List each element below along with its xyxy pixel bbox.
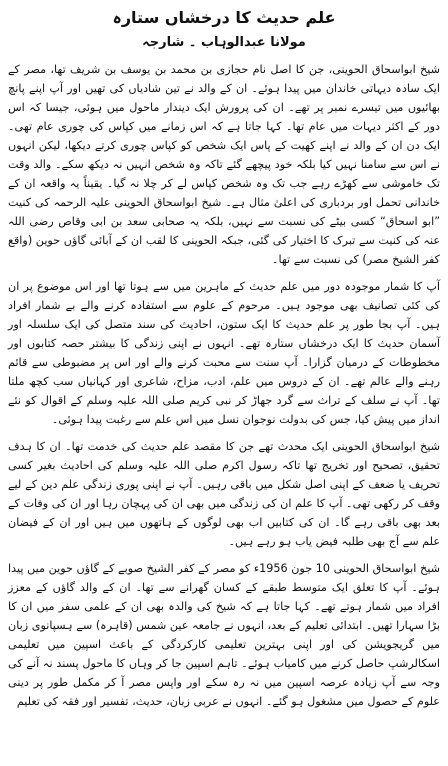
article-title: علم حدیث کا درخشاں ستارہ (112, 8, 336, 27)
article-paragraph-3: شیخ ابواسحاق الحوینی ایک محدث تھے جن کا مقصد علم حدیث کی خدمت تھا۔ ان کا ہدف تحقیق، تصحیح اور تخریج تھا تاکہ رسول اکرم صلی اللہ علیہ وسلم کی احادیث بغیر کسی تحریف یا ضعف کے اپنی اصل شکل میں باقی رہیں۔ آپ نے اپنی پوری زندگی علم دین کے لیے وقف کر رکھی تھی۔ آپ کا علم ان کی زندگی میں بھی ان کی پہچان رہا اور ان کی وفات کے بعد بھی باقی رہے گا۔ ان کی کتابیں اب بھی لوگوں کے ہاتھوں میں ہیں اور ان کے فیضان علم سے آج بھی طلبہ فیض یاب ہو رہے ہیں۔ (8, 440, 440, 548)
article-paragraph-4: شیخ ابواسحاق الحوینی 10 جون 1956ء کو مصر کے کفر الشیخ صوبے کے گاؤں حوین میں پیدا ہوئے۔ آپ کا تعلق ایک متوسط طبقے کے کسان گھرانے سے تھا۔ ان کے والد گاؤں کے معزز افراد میں شمار ہوتے تھے۔ کہا جاتا ہے کہ شیخ کی والدہ بھی ان کے علمی سفر میں ان کا بڑا سہارا تھیں۔ ابتدائی تعلیم کے بعد، انہوں نے جامعہ عین شمس (قاہرہ) سے ہسپانوی زبان میں گریجویشن کی اور اپنی بہترین تعلیمی کارکردگی کے باعث اسپین میں تعلیمی اسکالرشپ حاصل کرنے میں کامیاب ہوئے۔ تاہم اسپین جا کر وہاں کا ماحول پسند نہ آنے کی وجہ سے آپ زیادہ عرصہ اسپین میں نہ رہ سکے اور واپس مصر آ کر مکمل طور پر دینی علوم کے حصول میں مشغول ہو گئے۔ انہوں نے عربی زبان، حدیث، تفسیر اور فقہ کی تعلیم (8, 562, 440, 708)
article-byline: مولانا عبدالوہاب ۔ شارجہ (142, 35, 306, 50)
article-body (8, 60, 440, 711)
article-paragraph-2: آپ کا شمار موجودہ دور میں علم حدیث کے ماہرین میں سے ہوتا تھا اور اس موضوع پر ان کی کئی تصانیف بھی موجود ہیں۔ مرحوم کے علوم سے استفادہ کرنے والے بے شمار افراد ہیں۔ آپ بجا طور پر علم حدیث کا ایک ستون، احادیث کی سند متصل کی ایک سلسلہ اور آسمان حدیث کا ایک درخشاں ستارہ تھے۔ انہوں نے اپنی زندگی کا بیشتر حصہ کتابوں اور مخطوطات کے درمیان گزارا۔ آپ سنت سے محبت کرنے والے اور اس پر مضبوطی سے قائم رہنے والے عالم تھے۔ ان کے دروس میں علم، ادب، مزاح، شاعری اور کہانیاں سب کچھ ملتا تھا۔ آپ نے سلف کے تراث سے گرد جھاڑ کر نبی کریم صلی اللہ علیہ وسلم کے اقوال کو نئے انداز میں پیش کیا، جس کی بدولت نوجوان نسل میں اس علم سے رغبت پیدا ہوئی۔ (8, 280, 440, 426)
article-paragraph-1: شیخ ابواسحاق الحوینی، جن کا اصل نام حجازی بن محمد بن یوسف بن شریف تھا، مصر کے ایک سادہ دیہاتی خاندان میں پیدا ہوئے۔ ان کے والد نے تین شادیاں کی تھیں اور آپ اپنے پانچ بھائیوں میں تیسرے نمبر پر تھے۔ ان کی پرورش ایک دیندار ماحول میں ہوئی، جیسا کہ اس دور کے اکثر دیہات میں عام تھا۔ کہا جاتا ہے کہ اس زمانے میں کپاس کی چوری عام تھی۔ ایک دن ان کے والد نے اپنے کھیت کے پاس ایک شخص کو کپاس چوری کرتے دیکھا، لیکن انہوں نے اس سے سامنا نہیں کیا بلکہ خود پیچھے گئے تاکہ وہ شخص انہیں نہ دیکھ سکے۔ والد وقت تک خاموشی سے کھڑے رہے جب تک وہ شخص کپاس لے کر چلا نہ گیا۔ یقیناً یہ واقعہ ان کے خاندانی تحمل اور بردباری کی اعلیٰ مثال ہے۔ شیخ ابواسحاق الحوینی علیہ الرحمہ کی کنیت ”ابو اسحاق“ کسی بیٹے کی نسبت سے نہیں، بلکہ یہ صحابی سعد بن ابی وقاص رضی اللہ عنہ کی کنیت سے تبرک کا اختیار کی گئی، جبکہ الحوینی کا لقب ان کے آبائی گاؤں حوین (واقع کفر الشیخ مصر) کی نسبت سے تھا۔ (8, 63, 440, 266)
